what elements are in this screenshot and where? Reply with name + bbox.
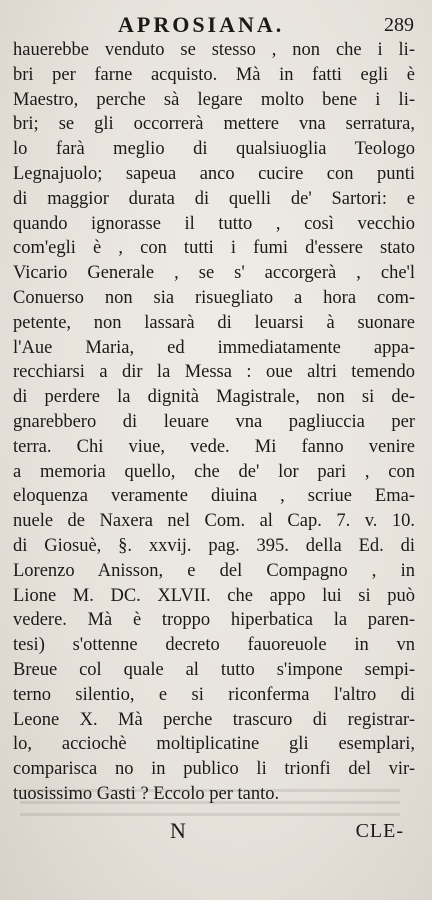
text-line: eloquenza veramente diuina , scriue Ema- [13,486,415,507]
text-line: recchiarsi a dir la Messa : oue altri temendo [13,362,415,383]
signature-mark: N [170,818,186,843]
text-line: Lorenzo Anisson, e del Compagno , in [13,560,415,581]
text-line: Vicario Generale , se s' accorgerà , che'l [13,263,415,284]
text-line: a memoria quello, che de' lor pari , con [13,461,415,482]
text-line: bri; se gli occorrerà mettere vna serratura, [13,114,415,135]
text-line: comparisca no in publico li trionfi del vir- [13,759,415,780]
text-line: Lione M. DC. XLVII. che appo lui si può [13,585,415,606]
text-line: bri per farne acquisto. Mà in fatti egli è [13,64,415,85]
running-head: APROSIANA. [118,12,285,37]
text-line: com'egli è , con tutti i fumi d'essere stato [13,238,415,259]
catchword: CLE- [355,820,404,842]
text-line: tuosissimo Gasti ? Eccolo per tanto. [13,783,280,804]
text-line: gnarebbero di leuare vna pagliuccia per [13,411,415,432]
text-line: vedere. Mà è troppo hiperbatica la paren- [13,610,415,631]
text-line: di maggior durata di quelli de' Sartori: e [13,188,415,209]
text-line: di Giosuè, §. xxvij. pag. 395. della Ed. di [13,535,415,556]
text-line: quando ignorasse il tutto , così vecchio [13,213,415,234]
page-number: 289 [384,14,414,36]
text-line: l'Aue Maria, ed immediatamente appa- [13,337,415,358]
body-text [13,38,415,807]
text-line: lo, acciochè moltiplicatine gli esemplari, [13,734,415,755]
text-line: nuele de Naxera nel Com. al Cap. 7. v. 10. [13,511,415,532]
text-line: Breue col quale al tutto s'impone sempi- [13,659,415,680]
text-line: Conuerso non sia risuegliato a hora com- [13,287,415,308]
text-line: tesi) s'ottenne decreto fauoreuole in vn [13,635,415,656]
text-line: hauerebbe venduto se stesso , non che i li- [13,40,415,60]
text-line: terra. Chi viue, vede. Mi fanno venire [13,436,415,457]
text-line: di perdere la dignità Magistrale, non si de- [13,387,415,408]
text-line: lo farà meglio di qualsiuoglia Teologo [13,139,415,160]
text-line: Leone X. Mà perche trascuro di registrar- [13,709,415,730]
page-footer [0,810,432,850]
text-line: Legnajuolo; sapeua anco cucire con punti [13,163,415,184]
text-line: terno silentio, e si riconferma l'altro di [13,684,415,705]
text-line: Maestro, perche sà legare molto bene i li- [13,89,415,110]
text-line: petente, non lassarà di leuarsi à suonare [13,312,415,333]
